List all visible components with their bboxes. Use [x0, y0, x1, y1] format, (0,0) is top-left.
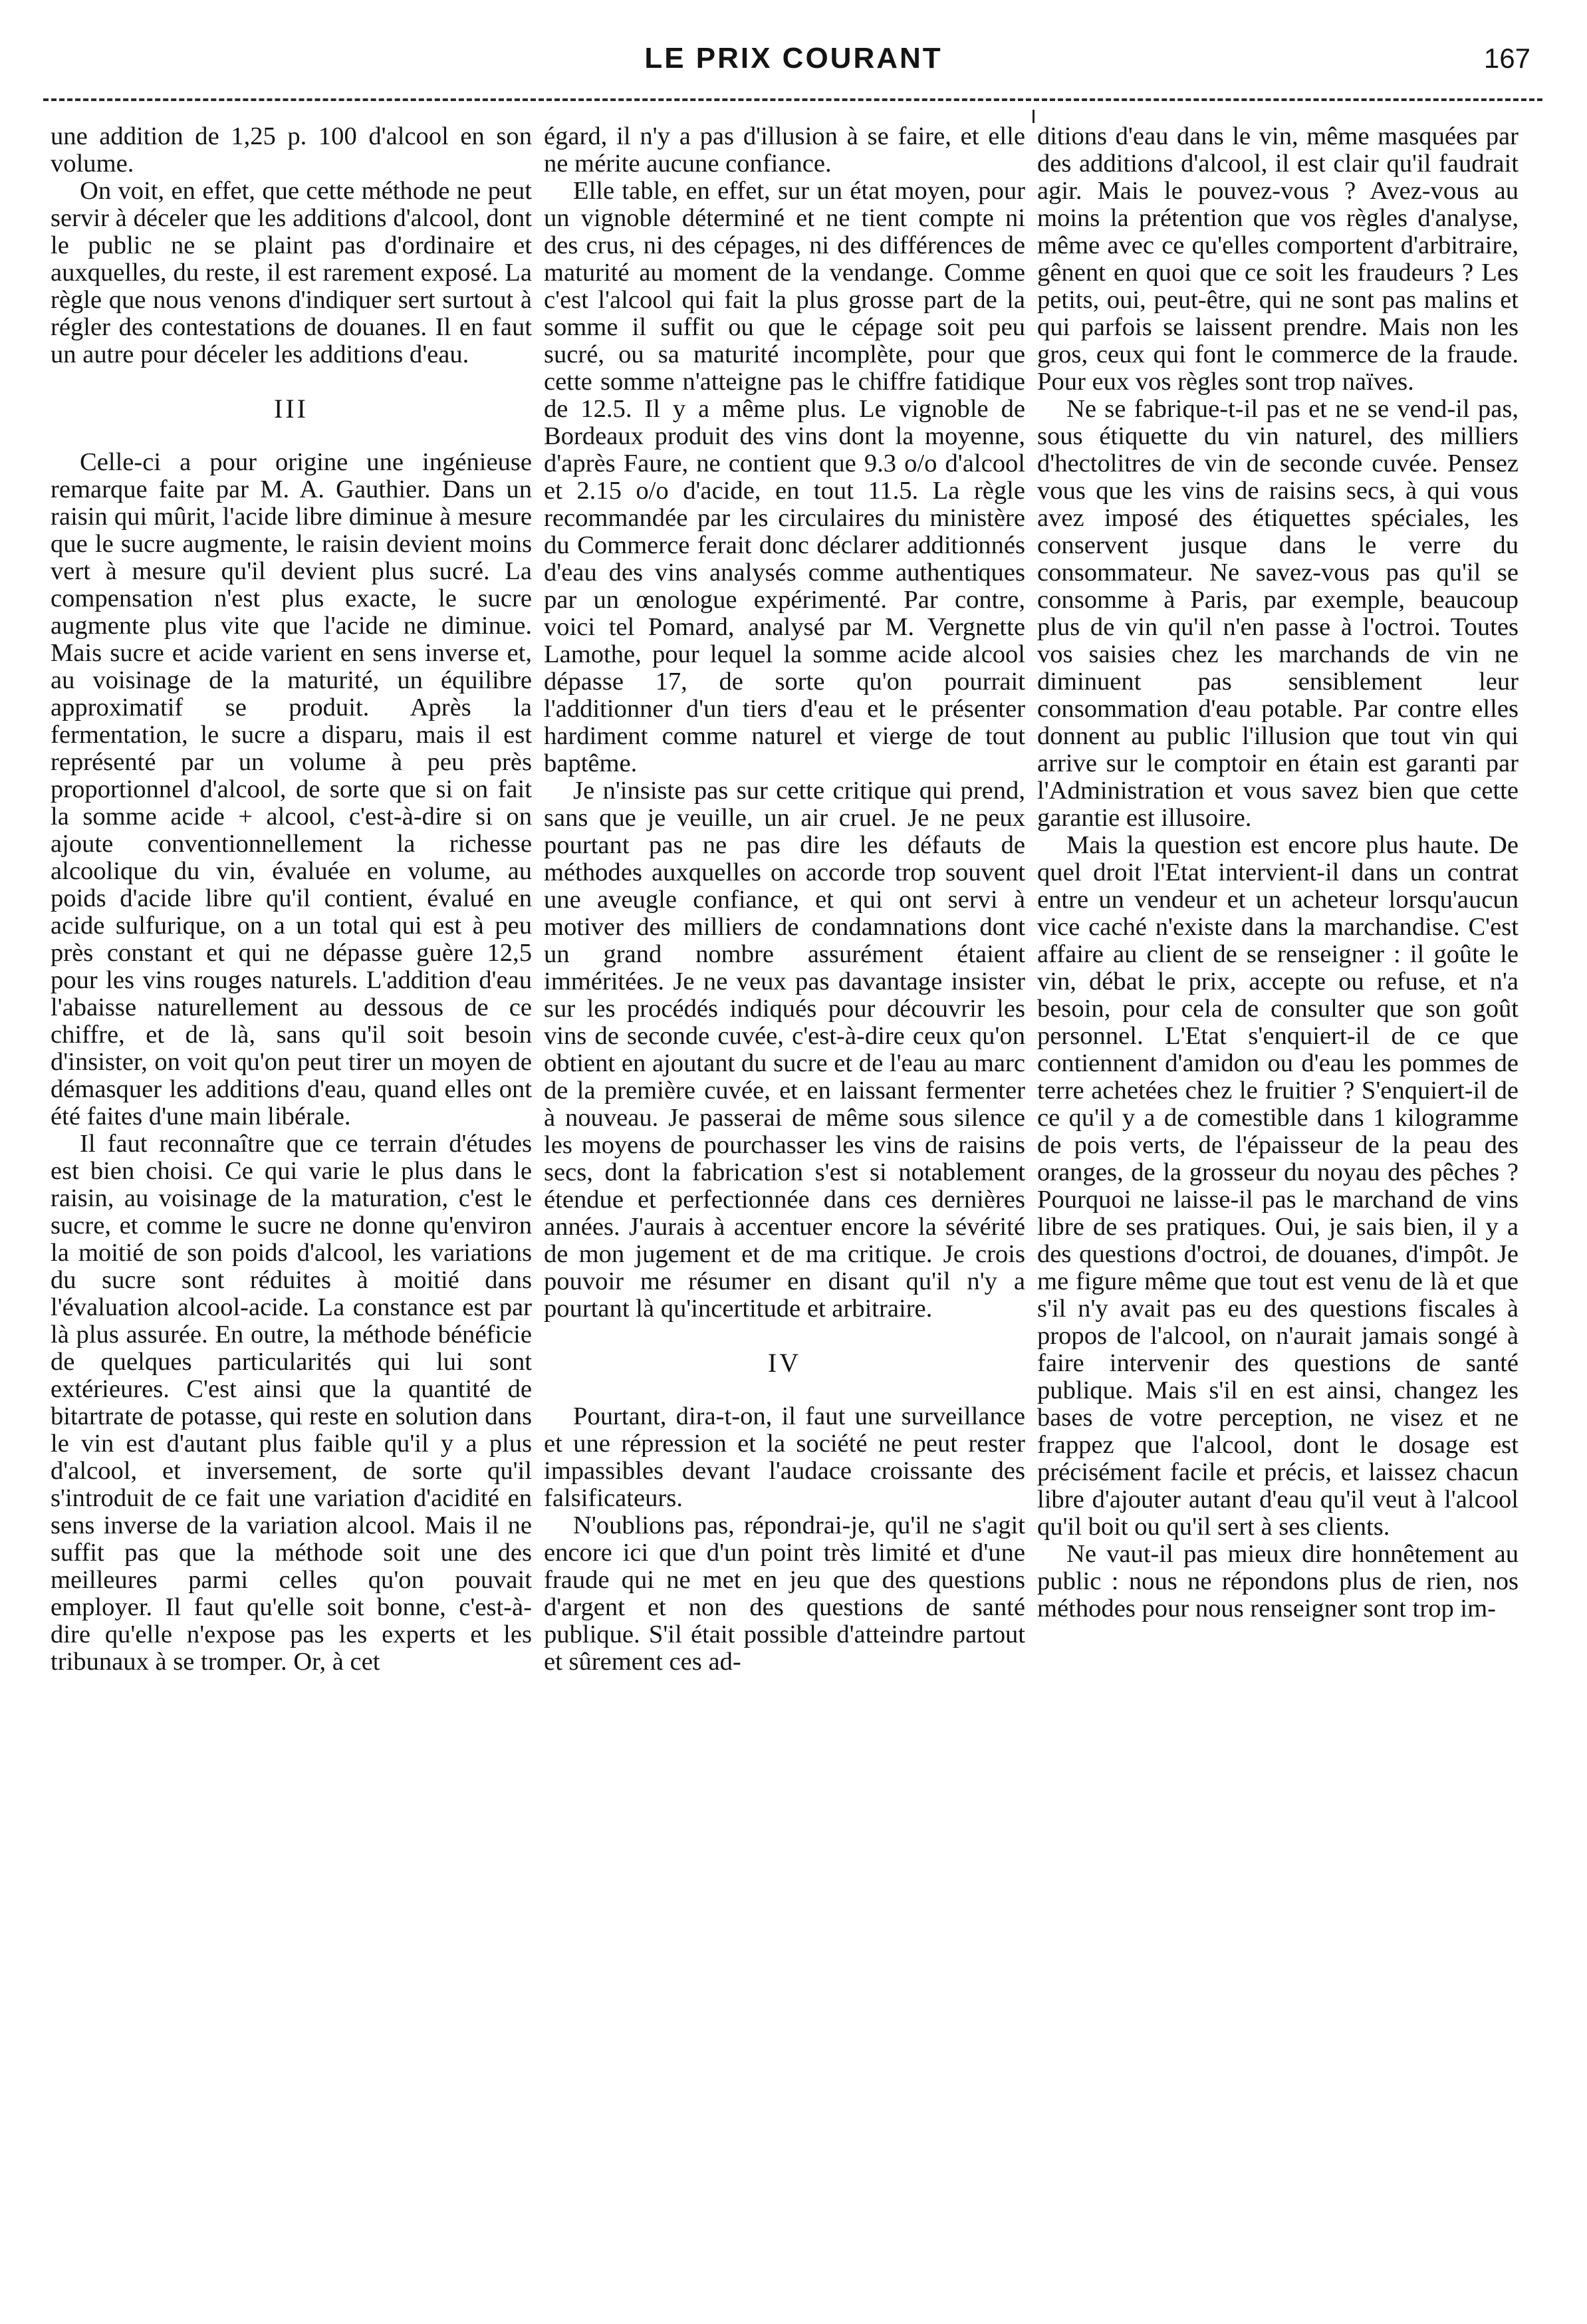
section-heading: IV: [767, 1348, 802, 1378]
running-title: LE PRIX COURANT: [644, 42, 943, 74]
paragraph: une addition de 1,25 p. 100 d'alcool en son volume.: [51, 123, 532, 178]
header-rule: [43, 98, 1542, 101]
paragraph: N'oublions pas, répondrai-je, qu'il ne s'agit encore ici que d'un point très limité et d'une fraude qui ne met en jeu que des questions d'argent et non des questions de santé publique. S'il était possible d'atteindre partout et sûrement ces ad-: [544, 1511, 1025, 1676]
paragraph: Il faut reconnaître que ce terrain d'études est bien choisi. Ce qui varie le plus dans le raisin, au voisinage de la maturation, c'est le sucre, et comme le sucre ne donne qu'environ la moitié de son poids d'alcool, les variations du sucre sont réduites à moitié dans l'évaluation alcool-acide. La constance est par là plus assurée. En outre, la méthode bénéficie de quelques particularités qui lui sont extérieures. C'est ainsi que la quantité de bitartrate de potasse, qui reste en solution dans le vin est d'autant plus faible qu'il y a plus d'alcool, et inversement, de sorte qu'il s'introduit de ce fait une variation d'acidité en sens inverse de la variation alcool. Mais il ne suffit pas que la méthode soit une des meilleures parmi celles qu'on pouvait employer. Il faut qu'elle soit bonne, c'est-à-dire qu'elle n'expose pas les experts et les tribunaux à se tromper. Or, à cet: [51, 1130, 532, 1676]
paragraph: On voit, en effet, que cette méthode ne peut servir à déceler que les additions d'alcool, dont le public ne se plaint pas d'ordinaire et auxquelles, du reste, il est rarement exposé. La règle que nous venons d'indiquer sert surtout à régler des contestations de douanes. Il en faut un autre pour déceler les additions d'eau.: [51, 177, 532, 368]
text-column-2: [544, 123, 1025, 2297]
paragraph: Elle table, en effet, sur un état moyen, pour un vignoble déterminé et ne tient compte ni des crus, ni des cépages, ni des différences de maturité au moment de la vendange. Comme c'est l'alcool qui fait la plus grosse part de la somme il suffit ou que le cépage soit peu sucré, ou sa maturité incomplète, pour que cette somme n'atteigne pas le chiffre fatidique de 12.5. Il y a même plus. Le vignoble de Bordeaux produit des vins dont la moyenne, d'après Faure, ne contient que 9.3 o/o d'alcool et 2.15 o/o d'acide, en tout 11.5. La règle recommandée par les circulaires du ministère du Commerce ferait donc déclarer additionnés d'eau des vins analysés comme authentiques par un œnologue expérimenté. Par contre, voici tel Pomard, analysé par M. Vergnette Lamothe, pour lequel la somme acide alcool dépasse 17, de sorte qu'on pourrait l'additionner d'un tiers d'eau et le présenter hardiment comme naturel et vierge de tout baptême.: [544, 177, 1025, 777]
section-heading: III: [274, 394, 308, 424]
page-header: [0, 39, 1587, 78]
column-divider-mark: [1033, 110, 1035, 123]
paragraph: ditions d'eau dans le vin, même masquées par des additions d'alcool, il est clair qu'il faudrait agir. Mais le pouvez-vous ? Avez-vous au moins la prétention que vos règles d'analyse, même avec ce qu'elles comportent d'arbitraire, gênent en quoi que ce soit les fraudeurs ? Les petits, oui, peut-être, qui ne sont pas malins et qui parfois se laissent prendre. Mais non les gros, ceux qui font le commerce de la fraude. Pour eux vos règles sont trop naïves.: [1037, 123, 1519, 396]
text-column-3: [1037, 123, 1519, 2297]
page-number: 167: [1483, 43, 1530, 74]
paragraph: Celle-ci a pour origine une ingénieuse remarque faite par M. A. Gauthier. Dans un raisin qui mûrit, l'acide libre diminue à mesure que le sucre augmente, le raisin devient moins vert à mesure qu'il devient plus sucré. La compensation n'est plus exacte, le sucre augmente plus vite que l'acide ne diminue. Mais sucre et acide varient en sens inverse et, au voisinage de la maturité, un équilibre approximatif se produit. Après la fermentation, le sucre a disparu, mais il est représenté par un volume à peu près proportionnel d'alcool, de sorte que si on fait la somme acide + alcool, c'est-à-dire si on ajoute conventionnellement la richesse alcoolique du vin, évaluée en volume, au poids d'acide libre qu'il contient, évalué en acide sulfurique, on a un total qui est à peu près constant et qui ne dépasse guère 12,5 pour les vins rouges naturels. L'addition d'eau l'abaisse naturellement au dessous de ce chiffre, et de là, sans qu'il soit besoin d'insister, on voit qu'on peut tirer un moyen de démasquer les additions d'eau, quand elles ont été faites d'une main libérale.: [51, 448, 532, 1130]
paragraph: Pourtant, dira-t-on, il faut une surveillance et une répression et la société ne peut rester impassibles devant l'audace croissante des falsificateurs.: [544, 1402, 1025, 1512]
text-column-1: [51, 123, 532, 2297]
paragraph: égard, il n'y a pas d'illusion à se faire, et elle ne mérite aucune confiance.: [544, 123, 1025, 178]
paragraph: Ne vaut-il pas mieux dire honnêtement au public : nous ne répondons plus de rien, nos méthodes pour nous renseigner sont trop im-: [1037, 1540, 1519, 1622]
paragraph: Ne se fabrique-t-il pas et ne se vend-il pas, sous étiquette du vin naturel, des milliers d'hectolitres de vin de seconde cuvée. Pensez vous que les vins de raisins secs, à qui vous avez imposé des étiquettes spéciales, les conservent jusque dans le verre du consommateur. Ne savez-vous pas qu'il se consomme à Paris, par exemple, beaucoup plus de vin qu'il n'en passe à l'octroi. Toutes vos saisies chez les marchands de vin ne diminuent pas sensiblement leur consommation d'eau potable. Par contre elles donnent au public l'illusion que tout vin qui arrive sur le comptoir en étain est garanti par l'Administration et vous savez bien que cette garantie est illusoire.: [1037, 395, 1519, 832]
paragraph: Mais la question est encore plus haute. De quel droit l'Etat intervient-il dans un contrat entre un vendeur et un acheteur lorsqu'aucun vice caché n'existe dans la marchandise. C'est affaire au client de se renseigner : il goûte le vin, débat le prix, accepte ou refuse, et n'a besoin, pour cela de consulter que son goût personnel. L'Etat s'enquiert-il de ce que contiennent d'amidon ou d'eau les pommes de terre achetées chez le fruitier ? S'enquiert-il de ce qu'il y a de comestible dans 1 kilogramme de pois verts, de l'épaisseur de la peau des oranges, de la grosseur du noyau des pêches ? Pourquoi ne laisse-il pas le marchand de vins libre de ses pratiques. Oui, je sais bien, il y a des questions d'octroi, de douanes, d'impôt. Je me figure même que tout est venu de là et que s'il n'y avait pas eu des questions fiscales à propos de l'alcool, on n'aurait jamais songé à faire intervenir des questions de santé publique. Mais s'il en est ainsi, changez les bases de votre perception, ne visez et ne frappez que l'alcool, dont le dosage est précisément facile et précis, et laissez chacun libre d'ajouter autant d'eau qu'il veut à l'alcool qu'il boit ou qu'il sert à ses clients.: [1037, 831, 1519, 1541]
paragraph: Je n'insiste pas sur cette critique qui prend, sans que je veuille, un air cruel. Je ne peux pourtant pas ne pas dire les défauts de méthodes auxquelles on accorde trop souvent une aveugle confiance, et qui ont servi à motiver des milliers de condamnations dont un grand nombre assurément étaient imméritées. Je ne veux pas davantage insister sur les procédés indiqués pour découvrir les vins de seconde cuvée, c'est-à-dire ceux qu'on obtient en ajoutant du sucre et de l'eau au marc de la première cuvée, et en laissant fermenter à nouveau. Je passerai de même sous silence les moyens de pourchasser les vins de raisins secs, dont la fabrication s'est si notablement étendue et perfectionnée dans ces dernières années. J'aurais à accentuer encore la sévérité de mon jugement et de ma critique. Je crois pouvoir me résumer en disant qu'il n'y a pourtant là qu'incertitude et arbitraire.: [544, 777, 1025, 1323]
